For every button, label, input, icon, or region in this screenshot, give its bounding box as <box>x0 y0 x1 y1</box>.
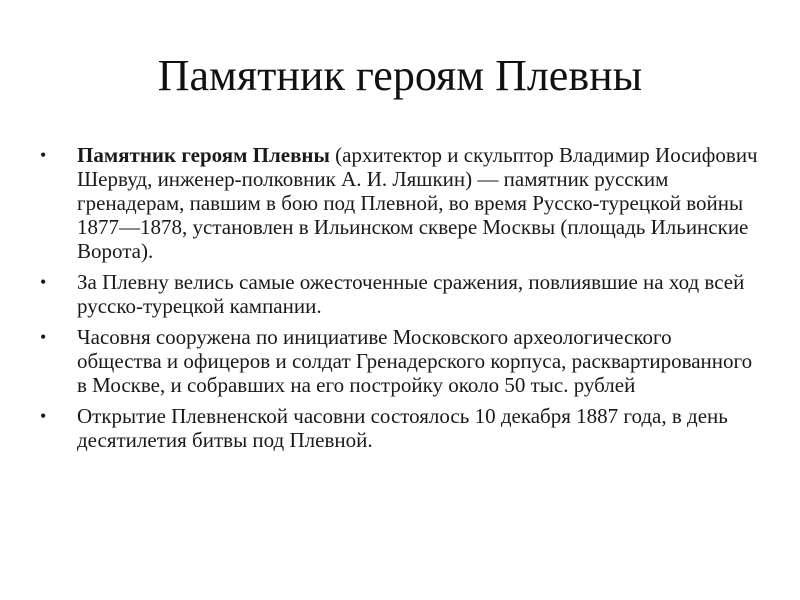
bullet-item <box>40 325 760 397</box>
bullet-item <box>40 143 760 263</box>
bullet-item <box>40 404 760 452</box>
bullet-list <box>40 143 760 459</box>
bullet-text: Открытие Плевненской часовни состоялось 10 декабря 1887 года, в день десятилетия битвы под Плевной. <box>77 404 728 452</box>
bullet-bold-lead: Памятник героям Плевны <box>77 143 330 167</box>
bullet-dot-icon: • <box>40 145 47 165</box>
bullet-item <box>40 270 760 318</box>
slide-title: Памятник героям Плевны <box>157 51 643 100</box>
bullet-text: Часовня сооружена по инициативе Московского археологического общества и офицеров и солдат Гренадерского корпуса, расквартированного в Москве, и собравших на его постройку около 50 тыс. рублей <box>77 325 753 397</box>
bullet-dot-icon: • <box>40 327 47 347</box>
bullet-text: За Плевну велись самые ожесточенные сражения, повлиявшие на ход всей русско-турецкой кампании. <box>77 270 745 318</box>
bullet-text: (архитектор и скульптор Владимир Иосифович Шервуд, инженер-полковник А. И. Ляшкин) — памятник русским гренадерам, павшим в бою под Плевной, во время Русско-турецкой войны 1877—1878, установлен в Ильинском сквере Москвы (площадь Ильинские Ворота). <box>77 143 758 263</box>
bullet-dot-icon: • <box>40 406 47 426</box>
bullet-dot-icon: • <box>40 272 47 292</box>
